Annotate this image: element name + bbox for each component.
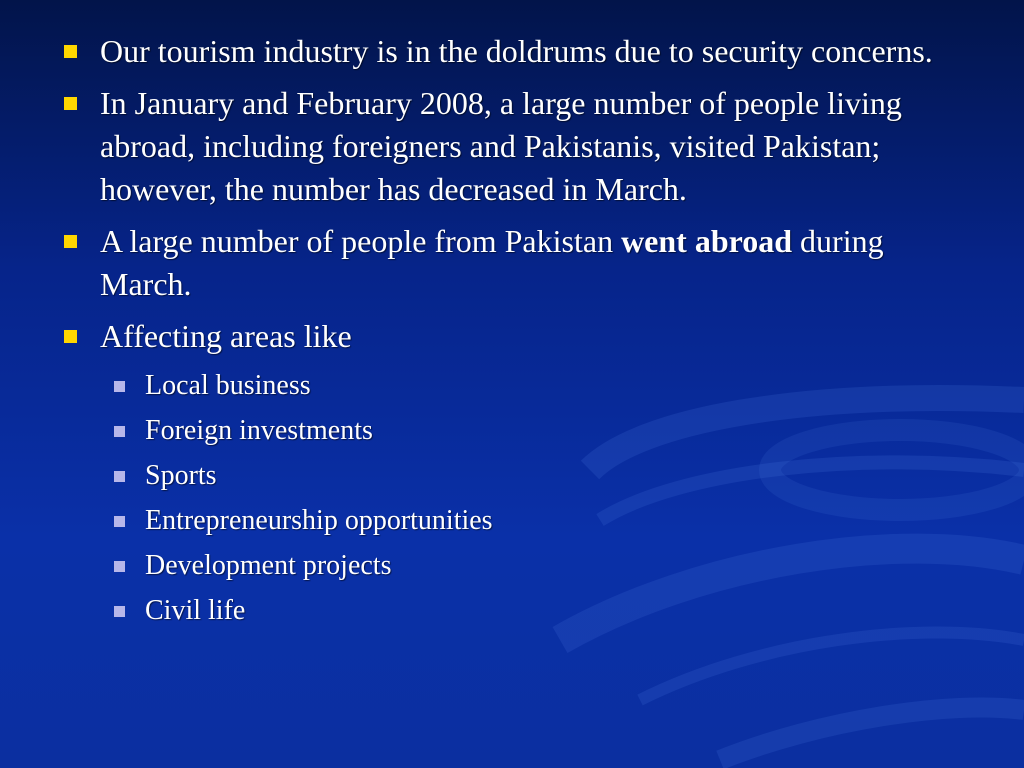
sub-bullet-square-icon [114, 561, 125, 572]
bullet-square-icon [64, 97, 77, 110]
bullet-text-bold: went abroad [621, 223, 793, 259]
sub-bullet-item [112, 453, 962, 498]
bullet-text-end: during March. [100, 223, 884, 302]
sub-bullet-square-icon [114, 381, 125, 392]
sub-bullet-item [112, 408, 962, 453]
sub-bullet-text: Foreign investments [145, 415, 373, 446]
sub-bullet-item [112, 588, 962, 633]
bullet-item-affecting-areas [62, 315, 962, 358]
sub-bullet-text: Development projects [145, 550, 392, 581]
sub-bullet-text: Civil life [145, 595, 246, 626]
bullet-text: Our tourism industry is in the doldrums due to security concerns. [100, 33, 933, 69]
bullet-text-start: A large number of people from Pakistan [100, 223, 622, 259]
sub-bullet-square-icon [114, 426, 125, 437]
sub-bullet-text: Sports [145, 460, 217, 491]
sub-bullet-text: Entrepreneurship opportunities [145, 505, 493, 536]
slide-content [62, 30, 962, 633]
bullet-text: Affecting areas like [100, 318, 352, 354]
bullet-item-went-abroad [62, 220, 962, 306]
sub-bullet-square-icon [114, 606, 125, 617]
sub-bullet-item [112, 498, 962, 543]
bullet-item-tourism [62, 30, 962, 73]
sub-bullet-square-icon [114, 471, 125, 482]
bullet-square-icon [64, 330, 77, 343]
sub-bullet-item [112, 363, 962, 408]
sub-bullet-list [112, 363, 962, 633]
main-bullet-list [62, 30, 962, 358]
bullet-square-icon [64, 45, 77, 58]
bullet-item-visitors [62, 82, 962, 211]
bullet-square-icon [64, 235, 77, 248]
sub-bullet-square-icon [114, 516, 125, 527]
sub-bullet-text: Local business [145, 370, 311, 401]
bullet-text: In January and February 2008, a large number of people living abroad, including foreigners and Pakistanis, visited Pakistan; however, the number has decreased in March. [100, 85, 902, 207]
sub-bullet-item [112, 543, 962, 588]
